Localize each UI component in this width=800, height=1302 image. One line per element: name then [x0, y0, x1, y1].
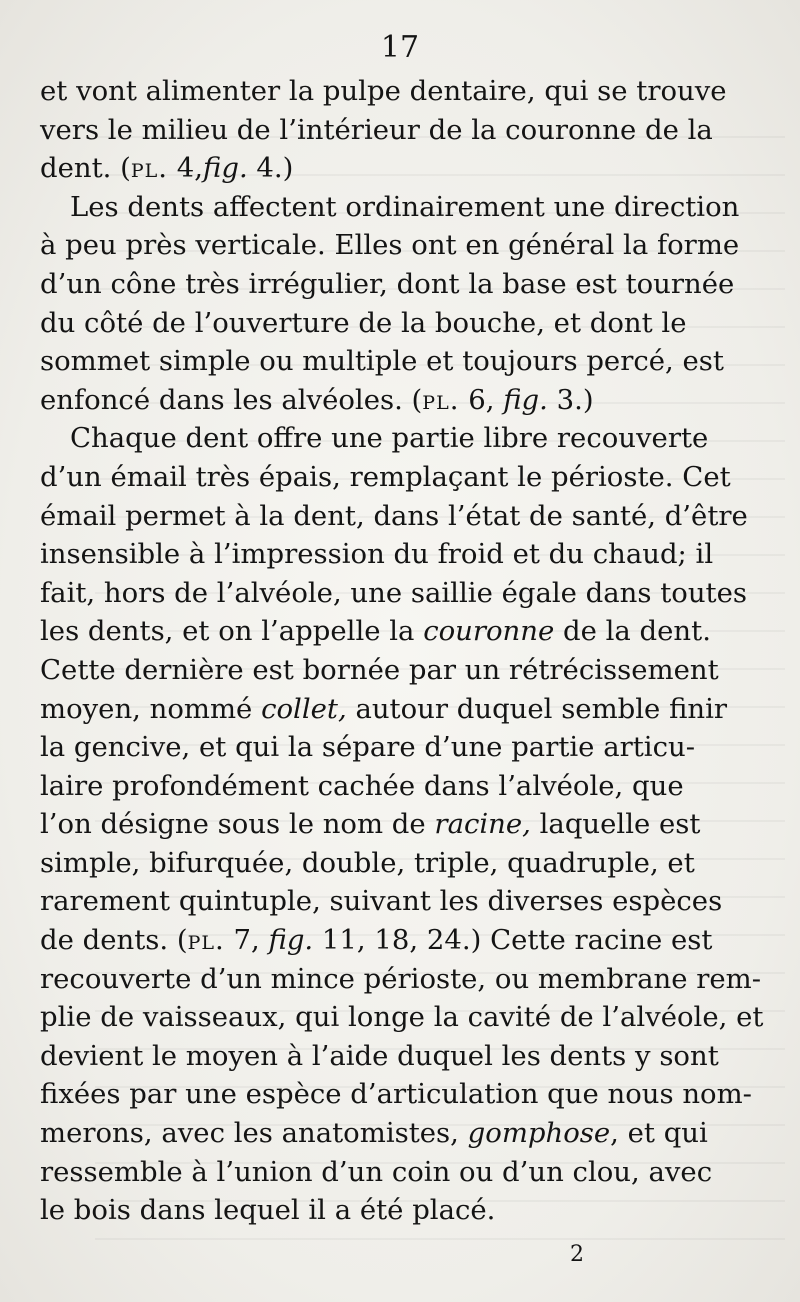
text-run: 4.) — [247, 152, 294, 185]
text-run: les dents, et on l’appelle la — [40, 615, 424, 648]
text-line: à peu près verticale. Elles ont en général la forme — [40, 229, 740, 262]
figure-abbrev: fig. — [268, 924, 314, 957]
italic-term: gomphose — [467, 1117, 611, 1150]
text-line: simple, bifurquée, double, triple, quadruple, et — [40, 846, 695, 879]
text-line: Cette dernière est bornée par un rétrécissement — [40, 653, 719, 686]
italic-term: collet, — [261, 692, 347, 725]
text-line: ressemble à l’union d’un coin ou d’un clou, avec — [40, 1155, 713, 1188]
text-line: du côté de l’ouverture de la bouche, et dont le — [40, 306, 687, 339]
text-line — [40, 805, 701, 844]
text-line: rarement quintuple, suivant les diverses espèces — [40, 885, 723, 918]
text-line: laire profondément cachée dans l’alvéole, que — [40, 769, 684, 802]
text-line: vers le milieu de l’intérieur de la couronne de la — [40, 113, 713, 146]
figure-abbrev: fig. — [203, 152, 248, 185]
body-text — [40, 72, 764, 1230]
text-run: 4, — [168, 152, 203, 185]
text-line: plie de vaisseaux, qui longe la cavité de l’alvéole, et — [40, 1001, 764, 1034]
text-line: recouverte d’un mince périoste, ou membrane rem- — [40, 962, 762, 995]
page-number: 17 — [380, 30, 420, 65]
text-line — [40, 690, 728, 729]
text-line: fait, hors de l’alvéole, une saillie égale dans toutes — [40, 576, 747, 609]
text-line: insensible à l’impression du froid et du chaud; il — [40, 538, 714, 571]
text-line — [40, 1114, 708, 1153]
text-line: d’un émail très épais, remplaçant le périoste. Cet — [40, 460, 731, 493]
text-run: 6, — [459, 383, 504, 416]
text-run: l’on désigne sous le nom de — [40, 808, 435, 841]
text-line: émail permet à la dent, dans l’état de santé, d’être — [40, 499, 748, 532]
text-run: , et qui — [610, 1117, 708, 1150]
signature-mark: 2 — [570, 1242, 584, 1267]
text-line: Les dents affectent ordinairement une direction — [70, 190, 740, 223]
text-run: 7, — [224, 924, 269, 957]
text-run: dent. ( — [40, 152, 131, 185]
text-line: d’un cône très irrégulier, dont la base est tournée — [40, 267, 735, 300]
text-line — [40, 381, 680, 420]
text-line: sommet simple ou multiple et toujours percé, est — [40, 345, 724, 378]
text-run: de la dent. — [554, 615, 711, 648]
text-run: 11, 18, 24.) Cette racine est — [313, 924, 713, 957]
text-line: le bois dans lequel il a été placé. — [40, 1194, 496, 1227]
text-line: fixées par une espèce d’articulation que nous nom- — [40, 1078, 752, 1111]
plate-abbrev: pl. — [422, 383, 460, 416]
italic-term: couronne — [423, 615, 555, 648]
text-line — [40, 612, 711, 651]
plate-abbrev: pl. — [187, 924, 225, 957]
text-line — [40, 921, 713, 960]
text-run: de dents. ( — [40, 924, 188, 957]
text-line: la gencive, et qui la sépare d’une partie articu- — [40, 731, 695, 764]
italic-term: racine, — [434, 808, 531, 841]
text-line: devient le moyen à l’aide duquel les dents y sont — [40, 1039, 719, 1072]
text-run: enfoncé dans les alvéoles. ( — [40, 383, 423, 416]
text-run: autour duquel semble finir — [346, 692, 728, 725]
text-run: 3.) — [547, 383, 594, 416]
text-line: Chaque dent offre une partie libre recouverte — [70, 422, 709, 455]
text-line — [40, 149, 680, 188]
plate-abbrev: pl. — [130, 152, 169, 185]
text-run: moyen, nommé — [40, 692, 262, 725]
text-run: merons, avec les anatomistes, — [40, 1117, 468, 1150]
text-run: laquelle est — [530, 808, 701, 841]
figure-abbrev: fig. — [503, 383, 548, 416]
text-line: et vont alimenter la pulpe dentaire, qui se trouve — [40, 75, 727, 107]
